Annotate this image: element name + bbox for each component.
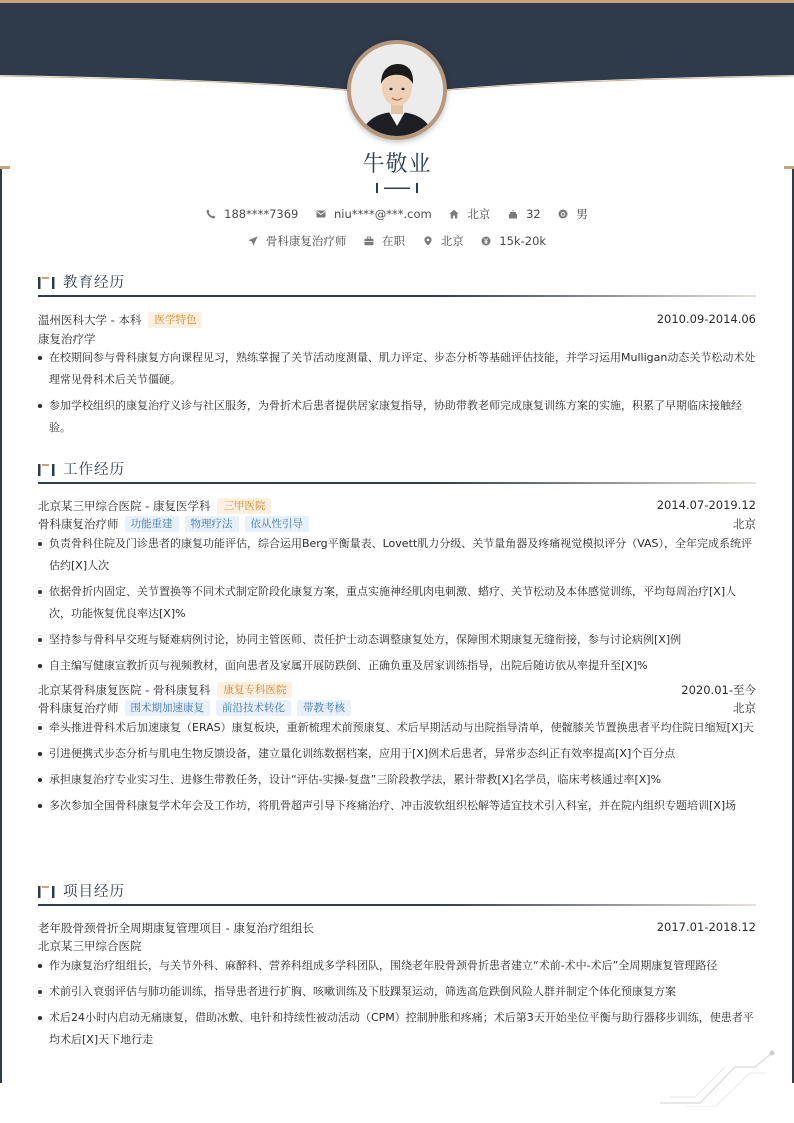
- education-section-title: [38, 271, 756, 297]
- phone-item: [206, 207, 298, 221]
- school-name: 温州医科大学 - 本科: [38, 313, 142, 327]
- education-period: 2010.09-2014.06: [656, 312, 756, 326]
- project-org: 北京某三甲综合医院: [38, 939, 142, 953]
- target-city-text: 北京: [440, 234, 464, 248]
- list-item: 依据骨折内固定、关节置换等不同术式制定阶段化康复方案，重点实施神经肌肉电刺激、蜡疗、关节松动及本体感觉训练，平均每周治疗[X]人次，功能恢复优良率达[X]%: [38, 581, 758, 625]
- target-city-item: [423, 233, 464, 249]
- project-name: 老年股骨颈骨折全周期康复管理项目 - 康复治疗组组长: [38, 921, 314, 935]
- section-divider: [38, 904, 756, 906]
- section-mark-icon: [38, 463, 56, 477]
- role-text: 骨科康复治疗师: [38, 701, 119, 715]
- education-title: 教育经历: [63, 275, 125, 291]
- list-item: 坚持参与骨科早交班与疑难病例讨论，协同主管医师、责任护士动态调整康复处方，保障围术期康复无缝衔接，参与讨论病例[X]例: [38, 629, 758, 651]
- section-mark-icon: [38, 885, 56, 899]
- work-role-row: [38, 516, 756, 532]
- contact-row-primary: [0, 206, 794, 222]
- work-section-title: [38, 458, 756, 484]
- salary-text: 15k-20k: [499, 234, 547, 248]
- candidate-name: 牛敬业: [362, 152, 432, 177]
- work-period: 2014.07-2019.12: [656, 498, 756, 512]
- skill-tag: 围术期加速康复: [125, 700, 211, 716]
- work-bullets: [38, 717, 758, 821]
- cake-icon: [508, 209, 518, 219]
- avatar: [351, 44, 443, 136]
- project-entry-header: [38, 920, 756, 938]
- work-role-row: [38, 700, 756, 716]
- education-bullets: [38, 347, 758, 443]
- list-item: 自主编写健康宣教折页与视频教材，面向患者及家属开展防跌倒、正确负重及居家训练指导，出院后随访依从率提升至[X]%: [38, 655, 758, 677]
- list-item: 参加学校组织的康复治疗义诊与社区服务，为骨折术后患者提供居家康复指导，协助带教老师完成康复训练方案的实施，积累了早期临床接触经验。: [38, 395, 758, 439]
- list-item: 作为康复治疗组组长，与关节外科、麻醉科、营养科组成多学科团队，围绕老年股骨颈骨折患者建立“术前-术中-术后”全周期康复管理路径: [38, 955, 758, 977]
- education-major: [38, 331, 756, 347]
- status-text: 在职: [382, 234, 406, 248]
- school-tag: 医学特色: [148, 312, 202, 328]
- skill-tag: 功能重建: [125, 516, 179, 532]
- gender-icon: [558, 209, 568, 219]
- section-mark-icon: [38, 276, 56, 290]
- work-title: 工作经历: [63, 462, 125, 478]
- pin-icon: [423, 236, 433, 246]
- project-period: 2017.01-2018.12: [656, 920, 756, 934]
- project-org-row: [38, 938, 756, 954]
- list-item: 多次参加全国骨科康复学术年会及工作坊，将肌骨超声引导下疼痛治疗、冲击波软组织松解等适宜技术引入科室，并在院内组织专题培训[X]场: [38, 795, 758, 817]
- left-border: [0, 168, 2, 1083]
- contact-row-secondary: [0, 233, 794, 249]
- work-city: 北京: [733, 517, 756, 531]
- send-icon: [248, 236, 258, 246]
- work-city: 北京: [733, 701, 756, 715]
- list-item: 术后24小时内启动无痛康复，借助冰敷、电针和持续性被动活动（CPM）控制肿胀和疼痛；术后第3天开始坐位平衡与助行器移步训练，使患者平均术后[X]天下地行走: [38, 1007, 758, 1051]
- age-text: 32: [526, 207, 541, 221]
- project-bullets: [38, 955, 758, 1055]
- age-item: [508, 207, 541, 221]
- person-portrait-icon: [351, 44, 443, 136]
- home-icon: [449, 209, 459, 219]
- projects-title: 项目经历: [63, 884, 125, 900]
- status-item: [364, 233, 405, 249]
- gender-text: 男: [576, 207, 588, 221]
- list-item: 负责骨科住院及门诊患者的康复功能评估，综合运用Berg平衡量表、Lovett肌力分级、关节量角器及疼痛视觉模拟评分（VAS），全年完成系统评估约[X]人次: [38, 533, 758, 577]
- target-role-item: [248, 233, 347, 249]
- skill-tag: 物理疗法: [185, 516, 239, 532]
- employer-tag: 三甲医院: [217, 498, 271, 514]
- phone-text: 188****7369: [224, 207, 299, 221]
- mail-icon: [316, 209, 326, 219]
- name-divider: [376, 182, 418, 194]
- money-icon: [481, 236, 491, 246]
- employer-tag: 康复专科医院: [217, 682, 292, 698]
- gender-item: [558, 206, 588, 222]
- work-entry-header: [38, 682, 756, 700]
- list-item: 引进便携式步态分析与肌电生物反馈设备，建立量化训练数据档案，应用于[X]例术后患者，异常步态纠正有效率提高[X]个百分点: [38, 743, 758, 765]
- email-item: [316, 207, 432, 221]
- list-item: 牵头推进骨科术后加速康复（ERAS）康复板块，重新梳理术前预康复、术后早期活动与出院指导清单，使髋膝关节置换患者平均住院日缩短[X]天: [38, 717, 758, 739]
- projects-section-title: [38, 880, 756, 906]
- work-entry-header: [38, 498, 756, 516]
- skill-tag: 前沿技术转化: [216, 700, 291, 716]
- location-item: [449, 206, 490, 222]
- target-role-text: 骨科康复治疗师: [265, 234, 347, 248]
- section-divider: [38, 482, 756, 484]
- skill-tag: 带教考核: [297, 700, 351, 716]
- skill-tag: 依从性引导: [245, 516, 310, 532]
- list-item: 承担康复治疗专业实习生、进修生带教任务，设计“评估-实操-复盘”三阶段教学法，累计带教[X]名学员，临床考核通过率[X]%: [38, 769, 758, 791]
- briefcase-icon: [364, 236, 374, 246]
- employer-name: 北京某骨科康复医院 - 骨科康复科: [38, 683, 211, 697]
- employer-name: 北京某三甲综合医院 - 康复医学科: [38, 499, 211, 513]
- work-bullets: [38, 533, 758, 681]
- phone-icon: [206, 209, 216, 219]
- section-divider: [38, 295, 756, 297]
- list-item: 在校期间参与骨科康复方向课程见习，熟练掌握了关节活动度测量、肌力评定、步态分析等基础评估技能，并学习运用Mulligan动态关节松动术处理常见骨科术后关节僵硬。: [38, 347, 758, 391]
- list-item: 术前引入衰弱评估与肺功能训练，指导患者进行扩胸、咳嗽训练及下肢踝泵运动，筛选高危跌倒风险人群并制定个体化预康复方案: [38, 981, 758, 1003]
- location-text: 北京: [467, 207, 491, 221]
- email-text: niu****@***.com: [334, 207, 432, 221]
- education-entry-header: [38, 312, 756, 330]
- salary-item: [481, 234, 546, 248]
- role-text: 骨科康复治疗师: [38, 517, 119, 531]
- corner-decoration: [655, 1045, 780, 1107]
- avatar-frame: [347, 40, 447, 140]
- work-period: 2020.01-至今: [681, 683, 756, 697]
- major-text: 康复治疗学: [38, 332, 96, 346]
